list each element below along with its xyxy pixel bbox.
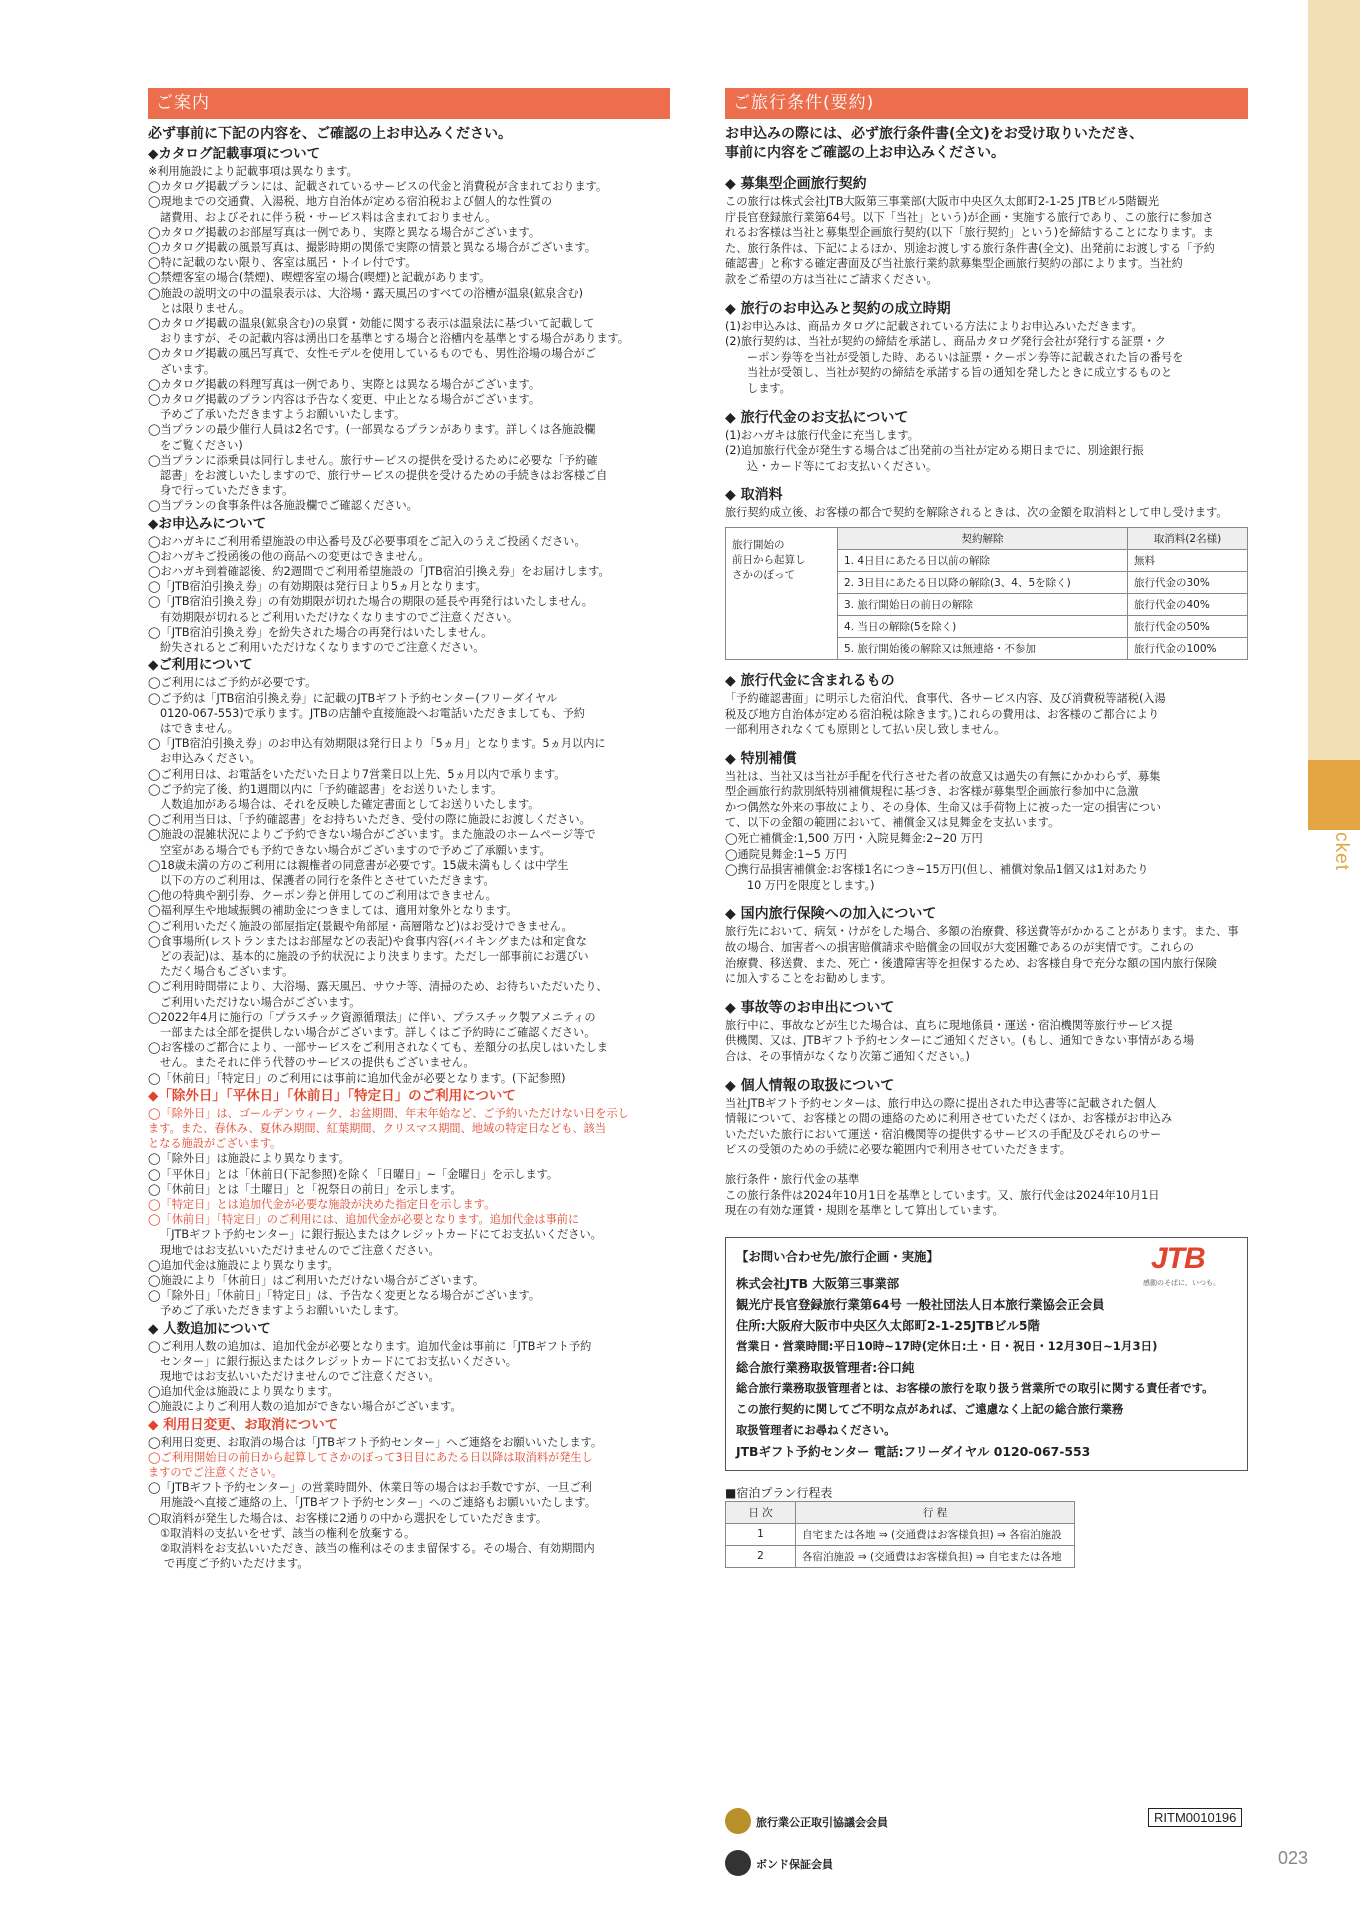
body-line: 供機関、又は、JTBギフト予約センターにご通知ください。(もし、通知できない事情がある場 bbox=[725, 1034, 1195, 1048]
cancel-head-cell: 取消料(2名様) bbox=[1128, 527, 1248, 549]
body-line: ◯おハガキご投函後の他の商品への変更はできません。 bbox=[148, 549, 430, 563]
body-line: 一部または全部を提供しない場合がございます。詳しくはご予約時にご確認ください。 bbox=[160, 1025, 596, 1039]
assoc-label: 旅行業公正取引協議会会員 bbox=[756, 1816, 888, 1829]
page-number: 023 bbox=[1277, 1848, 1308, 1868]
body-line: (2)旅行契約は、当社が契約の締結を承諾し、商品カタログ発行会社が発行する証票・ク bbox=[725, 335, 1166, 349]
body-line: ◯禁煙客室の場合(禁煙)、喫煙客室の場合(喫煙)と記載があります。 bbox=[148, 271, 491, 285]
body-line: ◯取消料が発生した場合は、お客様に2通りの中から選択をしていただきます。 bbox=[148, 1511, 548, 1525]
body-line: 情報について、お客様との間の連絡のために利用させていただくほか、お客様がお申込み bbox=[725, 1112, 1173, 1126]
body-line: 当社JTBギフト予約センターは、旅行申込の際に提出された申込書等に記載された個人 bbox=[725, 1096, 1157, 1110]
body-line: センター」に銀行振込またはクレジットカードにてお支払いください。 bbox=[160, 1354, 517, 1368]
section-heading: ◆ 旅行のお申込みと契約の成立時期 bbox=[725, 300, 951, 317]
body-line: ◯「特定日」とは追加代金が必要な施設が決めた指定日を示します。 bbox=[148, 1198, 496, 1211]
basis-block bbox=[725, 1172, 1248, 1219]
section-heading: ◆ 旅行代金に含まれるもの bbox=[725, 672, 895, 689]
body-line: 空室がある場合でも予約できない場合がございますので予めご了承願います。 bbox=[160, 843, 551, 857]
cancel-cell: 旅行代金の100% bbox=[1128, 637, 1248, 659]
basis-line: この旅行条件は2024年10月1日を基準としています。又、旅行代金は2024年10月1日 bbox=[725, 1188, 1160, 1202]
body-line: ◯利用日変更、お取消の場合は「JTBギフト予約センター」へご連絡をお願いいたします。 bbox=[148, 1435, 603, 1449]
body-line: となる施設がございます。 bbox=[148, 1137, 282, 1151]
body-line: ◯「休前日」とは「土曜日」と「祝祭日の前日」を示します。 bbox=[148, 1182, 462, 1196]
body-line: ◯死亡補償金:1,500 万円・入院見舞金:2~20 万円 bbox=[725, 832, 983, 846]
contact-box bbox=[725, 1237, 1248, 1471]
body-line: ◯18歳未満の方のご利用には親権者の同意書が必要です。15歳未満もしくは中学生 bbox=[148, 858, 569, 872]
body-line: ◯「休前日」「特定日」のご利用には事前に追加代金が必要となります。(下記参照) bbox=[148, 1071, 566, 1085]
section-heading: ◆ 特別補償 bbox=[725, 750, 797, 767]
section-heading: ◆カタログ記載事項について bbox=[148, 146, 321, 162]
body-line: ◯ご利用開始日の前日から起算してさかのぼって3日目にあたる日以降は取消料が発生し bbox=[148, 1450, 593, 1464]
body-line: ◯施設により「休前日」はご利用いただけない場合がございます。 bbox=[148, 1274, 485, 1288]
body-line: ご利用いただけない場合がございます。 bbox=[160, 995, 361, 1009]
cancel-label-line: 前日から起算し bbox=[732, 553, 806, 566]
body-line: かつ偶然な外来の事故により、その身体、生命又は手荷物上に被った一定の損害につい bbox=[725, 800, 1162, 814]
body-line: ーポン券等を当社が受領した時、あるいは証票・クーポン券等に記載された旨の番号を bbox=[747, 350, 1184, 364]
body-line: ◯携行品損害補償金:お客様1名につき~15万円(但し、補償対象品1個又は1対あたり bbox=[725, 863, 1149, 877]
guide-column bbox=[148, 88, 670, 1571]
body-line: ◯カタログ掲載のお部屋写真は一例であり、実際と異なる場合がございます。 bbox=[148, 225, 541, 239]
body-line: 身で行っていただきます。 bbox=[160, 484, 294, 498]
contact-title: 【お問い合わせ先/旅行企画・実施】 bbox=[736, 1248, 939, 1264]
body-line: ◯おハガキ到着確認後、約2週間でご利用希望施設の「JTB宿泊引換え券」をお届けします。 bbox=[148, 565, 610, 579]
body-line: ◯ご利用人数の追加は、追加代金が必要となります。追加代金は事前に「JTBギフト予約 bbox=[148, 1339, 592, 1353]
body-line: ◯食事場所(レストランまたはお部屋などの表記)や食事内容(バイキングまたは和定食な bbox=[148, 934, 587, 948]
contact-phone: JTBギフト予約センター 電話:フリーダイヤル 0120-067-553 bbox=[736, 1443, 1091, 1459]
body-line: ◯施設の混雑状況によりご予約できない場合がございます。また施設のホームページ等で bbox=[148, 828, 596, 842]
body-line: ◯「平休日」とは「休前日(下記参照)を除く「日曜日」~「金曜日」を示します。 bbox=[148, 1167, 559, 1181]
plan-cell: 1 bbox=[726, 1523, 796, 1545]
cancel-cell: 2. 3日目にあたる日以降の解除(3、4、5を除く) bbox=[838, 571, 1128, 593]
body-line: 旅行先において、病気・けがをした場合、多額の治療費、移送費等がかかることがあります。また、事 bbox=[725, 925, 1239, 939]
body-line: て、以下の金額の範囲において、補償金又は見舞金を支払います。 bbox=[725, 816, 1060, 830]
jtb-logo-tagline: 感動のそばに、いつも。 bbox=[1143, 1278, 1220, 1287]
catalog-code: RITM0010196 bbox=[1148, 1808, 1242, 1827]
body-line: ◯カタログ掲載のプラン内容は予告なく変更、中止となる場合がございます。 bbox=[148, 393, 541, 407]
assoc-logo-icon bbox=[725, 1808, 751, 1834]
side-tab bbox=[1308, 0, 1360, 820]
body-line: ただく場合もございます。 bbox=[160, 965, 294, 979]
body-line: ◯ご利用時間帯により、大浴場、露天風呂、サウナ等、清掃のため、お待ちいただいたり、 bbox=[148, 980, 608, 994]
body-line: します。 bbox=[747, 381, 791, 395]
body-line: 税及び地方自治体が定める宿泊税は除きます。)これらの費用は、お客様のご都合により bbox=[725, 707, 1160, 721]
section-heading: ◆ 旅行代金のお支払について bbox=[725, 409, 909, 426]
plan-head-cell: 行 程 bbox=[796, 1501, 1075, 1523]
body-line: 型企画旅行約款別紙特別補償規程に基づき、お客様が募集型企画旅行参加中に急激 bbox=[725, 785, 1139, 799]
body-line: ◯ご利用当日は、「予約確認書」をお持ちいただき、受付の際に施設にお渡しください。 bbox=[148, 813, 591, 827]
body-line: 現地ではお支払いいただけませんのでご注意ください。 bbox=[160, 1370, 440, 1384]
table-row bbox=[726, 1545, 1075, 1567]
body-line: ◯他の特典や割引券、クーポン券と併用してのご利用はできません。 bbox=[148, 889, 497, 903]
body-line: ◯カタログ掲載プランには、記載されているサービスの代金と消費税が含まれております。 bbox=[148, 180, 608, 194]
body-line: ◯2022年4月に施行の「プラスチック資源循環法」に伴い、プラスチック製アメニティの bbox=[148, 1010, 596, 1024]
section-heading: ◆ 国内旅行保険への加入について bbox=[725, 906, 937, 923]
conditions-header: ご旅行条件(要約) bbox=[725, 88, 1248, 119]
body-line: 旅行契約成立後、お客様の都合で契約を解除されるときは、次の金額を取消料として申し受けます。 bbox=[725, 506, 1228, 520]
basis-line: 現在の有効な運賃・規則を基準として算出しています。 bbox=[725, 1204, 1004, 1218]
basis-line: 旅行条件・旅行代金の基準 bbox=[725, 1172, 860, 1186]
body-line: ◯「休前日」「特定日」のご利用には、追加代金が必要となります。追加代金は事前に bbox=[148, 1213, 580, 1227]
body-line: 当社は、当社又は当社が手配を代行させた者の故意又は過失の有無にかかわらず、募集 bbox=[725, 769, 1161, 783]
body-line: ②取消料をお支払いいただき、該当の権利はそのまま留保する。その場合、有効期間内 bbox=[160, 1542, 595, 1556]
contact-line: 株式会社JTB 大阪第三事業部 bbox=[736, 1275, 900, 1291]
body-line: 予めご了承いただきますようお願いいたします。 bbox=[160, 408, 406, 422]
plan-cell: 各宿泊施設 ⇒ (交通費はお客様負担) ⇒ 自宅または各地 bbox=[796, 1545, 1075, 1567]
body-line: ビスの受領のための手続に必要な範囲内で利用させていただきます。 bbox=[725, 1143, 1071, 1157]
contact-note: 総合旅行業務取扱管理者とは、お客様の旅行を取り扱う営業所での取引に関する責任者です。 bbox=[736, 1380, 1214, 1395]
cancel-cell: 旅行代金の50% bbox=[1128, 615, 1248, 637]
body-line: で再度ご予約いただけます。 bbox=[164, 1557, 309, 1571]
table-row bbox=[726, 1501, 1075, 1523]
section-heading: ◆ 個人情報の取扱について bbox=[725, 1077, 895, 1094]
body-line: ◯ご予約は「JTB宿泊引換え券」に記載のJTBギフト予約センター(フリーダイヤル bbox=[148, 691, 558, 705]
body-line: れるお客様は当社と募集型企画旅行契約(以下「旅行契約」という)を締結することになります。ま bbox=[725, 226, 1214, 240]
body-line: ◯カタログ掲載の温泉(鉱泉含む)の泉質・効能に関する表示は温泉法に基づいて記載して bbox=[148, 317, 595, 331]
cancel-cell: 無料 bbox=[1128, 549, 1248, 571]
cancel-cell: 5. 旅行開始後の解除又は無連絡・不参加 bbox=[838, 637, 1128, 659]
body-line: ◯「JTB宿泊引換え券」の有効期限は発行日より5ヵ月となります。 bbox=[148, 580, 487, 594]
body-line: ◯カタログ掲載の風景写真は、撮影時期の関係で実際の情景と異なる場合がございます。 bbox=[148, 241, 596, 255]
body-line: をご覧ください) bbox=[160, 438, 243, 452]
body-line: せん。またそれに伴う代替のサービスの提供もございません。 bbox=[160, 1056, 475, 1070]
body-line: ますのでご注意ください。 bbox=[148, 1466, 283, 1480]
section-heading: ◆「除外日」「平休日」「休前日」「特定日」のご利用について bbox=[148, 1087, 516, 1104]
body-line: 款をご希望の方は当社にご請求ください。 bbox=[725, 272, 938, 286]
body-line: この旅行は株式会社JTB大阪第三事業部(大阪市中央区久太郎町2-1-25 JTBビル5階観光 bbox=[725, 195, 1160, 208]
section-heading: ◆ 取消料 bbox=[725, 487, 783, 504]
body-line: ◯当プランの最少催行人員は2名です。(一部異なるプランがあります。詳しくは各施設欄 bbox=[148, 423, 596, 437]
cancel-cell: 1. 4日目にあたる日以前の解除 bbox=[838, 549, 1128, 571]
section-heading: ◆ 募集型企画旅行契約 bbox=[725, 176, 867, 192]
cancel-cell: 4. 当日の解除(5を除く) bbox=[838, 615, 1128, 637]
cancel-cell: 旅行代金の30% bbox=[1128, 571, 1248, 593]
body-line: た、旅行条件は、下記によるほか、別途お渡しする旅行条件書(全文)、出発前にお渡しする「予約 bbox=[725, 241, 1215, 255]
table-row bbox=[726, 1523, 1075, 1545]
body-line: 一部利用されなくても原則として払い戻し致しません。 bbox=[725, 723, 1006, 737]
cancel-cell: 3. 旅行開始日の前日の解除 bbox=[838, 593, 1128, 615]
body-line: どの表記)は、基本的に施設の予約状況により決まります。ただし一部事前にお選びい bbox=[160, 949, 589, 963]
body-line: ◯カタログ掲載の料理写真は一例であり、実際とは異なる場合がございます。 bbox=[148, 377, 541, 391]
section-heading: ◆ご利用について bbox=[148, 657, 253, 674]
section-heading: ◆ 事故等のお申出について bbox=[725, 999, 895, 1016]
body-line: ◯「JTBギフト予約センター」の営業時間外、休業日等の場合はお手数ですが、一旦ご利 bbox=[148, 1481, 592, 1495]
plan-head-cell: 日 次 bbox=[726, 1501, 796, 1523]
body-line: 旅行中に、事故などが生じた場合は、直ちに現地係員・運送・宿泊機関等旅行サービス提 bbox=[725, 1018, 1173, 1032]
body-line: 諸費用、およびそれに伴う税・サービス料は含まれておりません。 bbox=[160, 210, 497, 224]
body-line: 紛失されるとご利用いただけなくなりますのでご注意ください。 bbox=[160, 641, 485, 655]
contact-note: 取扱管理者にお尋ねください。 bbox=[736, 1422, 896, 1437]
body-line: ◯お客様のご都合により、一部サービスをご利用されなくても、差額分の払戻しはいたしま bbox=[148, 1041, 609, 1055]
contact-line: 総合旅行業務取扱管理者:谷口純 bbox=[736, 1359, 915, 1375]
cancel-label-line: 旅行開始の bbox=[732, 538, 785, 551]
jtb-logo-text: JTB bbox=[1151, 1241, 1205, 1275]
bond-label: ボンド保証会員 bbox=[756, 1858, 833, 1871]
body-line: ◯ご利用いただく施設の部屋指定(景観や角部屋・高層階など)はお受けできません。 bbox=[148, 919, 573, 933]
section-heading: ◆ 人数追加について bbox=[148, 1320, 271, 1337]
body-line: お申込みください。 bbox=[160, 752, 261, 766]
body-line: 合は、その事情がなくなり次第ご通知ください。) bbox=[725, 1050, 970, 1063]
conditions-lead-line: 事前に内容をご確認の上お申込みください。 bbox=[725, 145, 1005, 161]
body-line: ◯「除外日」は施設により異なります。 bbox=[148, 1152, 350, 1166]
body-line: ます。また、春休み、夏休み期間、紅葉期間、クリスマス期間、地域の特定日なども、該当 bbox=[148, 1121, 607, 1135]
cancel-label-line: さかのぼって bbox=[732, 568, 795, 581]
body-line: 確認書」と称する確定書面及び当社旅行業約款募集型企画旅行契約の部によります。当社約 bbox=[725, 257, 1183, 271]
guide-header: ご案内 bbox=[148, 88, 670, 119]
guide-lead: 必ず事前に下記の内容を、ご確認の上お申込みください。 bbox=[148, 126, 512, 142]
body-line: 「JTBギフト予約センター」に銀行振込またはクレジットカードにてお支払いください。 bbox=[160, 1228, 602, 1242]
body-line: 庁長官登録旅行業第64号。以下「当社」という)が企画・実施する旅行であり、この旅行に参加さ bbox=[725, 210, 1214, 224]
bond-logo-icon bbox=[725, 1850, 751, 1876]
body-line: ◯当プランの食事条件は各施設欄でご確認ください。 bbox=[148, 499, 418, 513]
section-heading: ◆ 利用日変更、お取消について bbox=[148, 1416, 339, 1433]
body-line: ※利用施設により記載事項は異なります。 bbox=[148, 165, 358, 178]
conditions-sections bbox=[725, 175, 1248, 521]
body-line: ◯「JTB宿泊引換え券」のお申込有効期限は発行日より「5ヵ月」となります。5ヵ月以内に bbox=[148, 737, 606, 751]
body-line: ①取消料の支払いをせず、該当の権利を放棄する。 bbox=[160, 1526, 416, 1540]
body-line: ◯福利厚生や地域振興の補助金につきましては、適用対象外となります。 bbox=[148, 904, 518, 918]
body-line: ◯当プランに添乗員は同行しません。旅行サービスの提供を受けるために必要な「予約確 bbox=[148, 453, 598, 467]
body-line: 以下の方のご利用は、保護者の同行を条件とさせていただきます。 bbox=[160, 873, 495, 887]
body-line: 有効期限が切れるとご利用いただけなくなりますのでご注意ください。 bbox=[160, 610, 519, 624]
contact-line: 住所:大阪府大阪市中央区久太郎町2-1-25JTBビル5階 bbox=[736, 1317, 1040, 1333]
body-line: いただいた旅行において運送・宿泊機関等の提供するサービスの手配及びそれらのサー bbox=[725, 1127, 1162, 1141]
body-line: ざいます。 bbox=[160, 362, 216, 376]
body-line: 認書」をお渡しいたしますので、旅行サービスの提供を受けるための手続きはお客様ご自 bbox=[160, 469, 608, 483]
contact-line: 観光庁長官登録旅行業第64号 一般社団法人日本旅行業協会正会員 bbox=[736, 1296, 1105, 1312]
body-line: 人数追加がある場合は、それを反映した確定書面としてお送りいたします。 bbox=[160, 797, 540, 811]
body-line: ◯追加代金は施設により異なります。 bbox=[148, 1385, 339, 1399]
body-line: 込・カード等にてお支払いください。 bbox=[747, 459, 938, 473]
body-line: ◯現地までの交通費、入湯税、地方自治体が定める宿泊税および個人的な性質の bbox=[148, 195, 553, 209]
jtb-logo bbox=[1143, 1241, 1233, 1288]
contact-line: 営業日・営業時間:平日10時~17時(定休日:土・日・祝日・12月30日~1月3日) bbox=[736, 1338, 1158, 1353]
body-line: 現地ではお支払いいただけませんのでご注意ください。 bbox=[160, 1243, 440, 1257]
conditions-lead bbox=[725, 125, 1248, 163]
body-line: とは限りません。 bbox=[160, 301, 251, 315]
body-line: 予めご了承いただきますようお願いいたします。 bbox=[160, 1304, 406, 1318]
conditions-column bbox=[725, 88, 1248, 1568]
conditions-lead-line: お申込みの際には、必ず旅行条件書(全文)をお受け取りいただき、 bbox=[725, 126, 1144, 142]
body-line: 当社が受領し、当社が契約の締結を承諾する旨の通知を発したときに成立するものと bbox=[747, 366, 1173, 380]
body-line: おりますが、その記載内容は湧出口を基準とする場合と浴槽内を基準とする場合があります。 bbox=[160, 332, 629, 346]
cancel-head-cell: 契約解除 bbox=[838, 527, 1128, 549]
body-line: 0120-067-553)で承ります。JTBの店舗や直接施設へお電話いただきましても、予約 bbox=[160, 706, 585, 720]
body-line: ◯ご利用にはご予約が必要です。 bbox=[148, 676, 317, 690]
body-line: ◯「JTB宿泊引換え券」の有効期限が切れた場合の期限の延長や再発行はいたしません。 bbox=[148, 595, 593, 609]
plan-cell: 自宅または各地 ⇒ (交通費はお客様負担) ⇒ 各宿泊施設 bbox=[796, 1523, 1075, 1545]
body-line: 用施設へ直接ご連絡の上、「JTBギフト予約センター」へのご連絡もお願いいたします。 bbox=[160, 1496, 596, 1510]
body-line: 10 万円を限度とします。) bbox=[747, 878, 875, 892]
side-label: Ticket bbox=[1331, 815, 1352, 871]
body-line: 治療費、移送費、また、死亡・後遺障害等を担保するため、お客様自身で充分な額の国内旅行保険 bbox=[725, 956, 1217, 970]
body-line: ◯施設の説明文の中の温泉表示は、大浴場・露天風呂のすべての浴槽が温泉(鉱泉含む) bbox=[148, 286, 583, 300]
body-line: ◯通院見舞金:1~5 万円 bbox=[725, 847, 847, 861]
body-line: (1)お申込みは、商品カタログに記載されている方法によりお申込みいただきます。 bbox=[725, 319, 1143, 333]
body-line: ◯「除外日」は、ゴールデンウィーク、お盆期間、年末年始など、ご予約いただけない日を示し bbox=[148, 1106, 629, 1120]
body-line: ◯追加代金は施設により異なります。 bbox=[148, 1258, 339, 1272]
body-line: 故の場合、加害者への損害賠償請求や賠償金の回収が大変困難であるのが実情です。これらの bbox=[725, 941, 1194, 955]
section-heading: ◆お申込みについて bbox=[148, 515, 267, 532]
body-line: ◯「除外日」「休前日」「特定日」は、予告なく変更となる場合がございます。 bbox=[148, 1289, 540, 1303]
guide-sections bbox=[148, 145, 670, 1571]
body-line: (2)追加旅行代金が発生する場合はご出発前の当社が定める期日までに、別途銀行振 bbox=[725, 444, 1144, 458]
body-line: はできません。 bbox=[160, 721, 239, 735]
plan-cell: 2 bbox=[726, 1545, 796, 1567]
body-line: (1)おハガキは旅行代金に充当します。 bbox=[725, 428, 919, 442]
plan-title: ■宿泊プラン行程表 bbox=[725, 1485, 833, 1500]
body-line: ◯施設によりご利用人数の追加ができない場合がございます。 bbox=[148, 1400, 462, 1414]
contact-note: この旅行契約に関してご不明な点があれば、ご遠慮なく上記の総合旅行業務 bbox=[736, 1401, 1124, 1416]
body-line: ◯ご利用日は、お電話をいただいた日より7営業日以上先、5ヵ月以内で承ります。 bbox=[148, 767, 566, 781]
body-line: ◯カタログ掲載の風呂写真で、女性モデルを使用しているものでも、男性浴場の場合がご bbox=[148, 347, 597, 361]
conditions-sections-2 bbox=[725, 672, 1248, 1158]
body-line: に加入することをお勧めします。 bbox=[725, 972, 892, 986]
cancel-fee-table bbox=[725, 527, 1248, 660]
body-line: ◯おハガキにご利用希望施設の申込番号及び必要事項をご記入のうえご投函ください。 bbox=[148, 534, 586, 548]
body-line: ◯特に記載のない限り、客室は風呂・トイレ付です。 bbox=[148, 256, 417, 270]
body-line: ◯「JTB宿泊引換え券」を紛失された場合の再発行はいたしません。 bbox=[148, 625, 493, 639]
cancel-row-label bbox=[726, 527, 838, 659]
body-line: ◯ご予約完了後、約1週間以内に「予約確認書」をお送りいたします。 bbox=[148, 782, 503, 796]
body-line: 「予約確認書面」に明示した宿泊代、食事代、各サービス内容、及び消費税等諸税(入湯 bbox=[725, 691, 1166, 705]
cancel-cell: 旅行代金の40% bbox=[1128, 593, 1248, 615]
plan-table bbox=[725, 1501, 1075, 1568]
